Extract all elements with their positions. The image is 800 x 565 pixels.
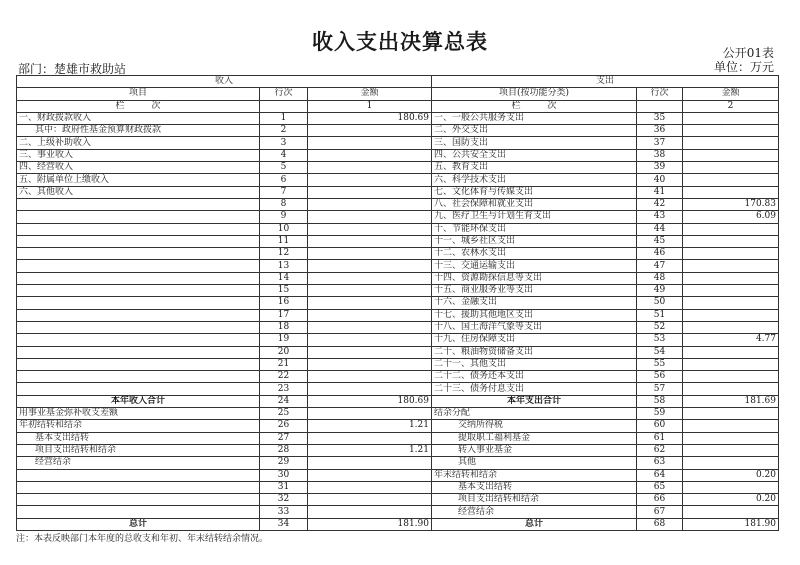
income-rowno-cell: 21 — [260, 358, 308, 370]
income-rowno-cell: 17 — [260, 309, 308, 321]
expense-amount-cell — [683, 481, 779, 493]
expense-item-cell: 交纳所得税 — [432, 420, 637, 432]
income-rowno-cell: 1 — [260, 112, 308, 124]
income-amount-cell — [308, 211, 432, 223]
income-col-index: 1 — [308, 100, 432, 112]
income-item-cell — [17, 358, 260, 370]
income-amount-cell — [308, 321, 432, 333]
expense-amount-cell — [683, 235, 779, 247]
income-rowno-cell: 25 — [260, 408, 308, 420]
expense-rowno-cell: 42 — [637, 198, 683, 210]
expense-section-header: 支出 — [432, 76, 779, 88]
table-row — [17, 198, 779, 210]
expense-rowno-cell: 62 — [637, 444, 683, 456]
income-item-cell: 年初结转和结余 — [17, 420, 260, 432]
expense-amount-cell — [683, 444, 779, 456]
expense-item-cell: 五、教育支出 — [432, 162, 637, 174]
income-rowno-cell: 9 — [260, 211, 308, 223]
income-amount-cell — [308, 481, 432, 493]
income-item-cell: 用事业基金弥补收支差额 — [17, 408, 260, 420]
expense-item-cell: 十三、交通运输支出 — [432, 260, 637, 272]
income-rowno-cell: 20 — [260, 346, 308, 358]
table-row — [17, 211, 779, 223]
expense-item-cell: 转入事业基金 — [432, 444, 637, 456]
expense-item-cell: 四、公共安全支出 — [432, 149, 637, 161]
expense-item-cell: 年末结转和结余 — [432, 469, 637, 481]
expense-amount-cell — [683, 162, 779, 174]
table-row — [17, 395, 779, 407]
expense-item-cell: 一、一般公共服务支出 — [432, 112, 637, 124]
expense-item-cell: 二、外交支出 — [432, 125, 637, 137]
expense-item-cell: 二十、粮油物资储备支出 — [432, 346, 637, 358]
income-item-cell — [17, 211, 260, 223]
expense-amount-cell — [683, 223, 779, 235]
income-item-cell — [17, 198, 260, 210]
income-rowno-cell: 22 — [260, 371, 308, 383]
income-amount-cell: 1.21 — [308, 444, 432, 456]
income-item-cell: 五、附属单位上缴收入 — [17, 174, 260, 186]
table-row — [17, 223, 779, 235]
table-row — [17, 371, 779, 383]
income-item-cell — [17, 235, 260, 247]
expense-amount-cell: 0.20 — [683, 469, 779, 481]
income-amount-cell — [308, 297, 432, 309]
expense-amount-cell — [683, 346, 779, 358]
expense-item-cell: 基本支出结转 — [432, 481, 637, 493]
expense-rowno-cell: 51 — [637, 309, 683, 321]
unit-label: 单位：万元 — [713, 60, 774, 74]
income-item-cell: 本年收入合计 — [17, 395, 260, 407]
expense-amount-cell — [683, 297, 779, 309]
table-row — [17, 235, 779, 247]
income-amount-cell — [308, 272, 432, 284]
income-item-cell — [17, 383, 260, 395]
income-item-cell — [17, 494, 260, 506]
income-amount-cell — [308, 432, 432, 444]
income-item-cell: 基本支出结转 — [17, 432, 260, 444]
income-rowno-cell: 24 — [260, 395, 308, 407]
expense-amount-cell — [683, 432, 779, 444]
expense-rowno-cell: 58 — [637, 395, 683, 407]
expense-item-cell: 十八、国土海洋气象等支出 — [432, 321, 637, 333]
table-row — [17, 285, 779, 297]
income-item-cell — [17, 260, 260, 272]
expense-col-label: 栏 次 — [432, 100, 637, 112]
expense-item-cell: 十二、农林水支出 — [432, 248, 637, 260]
income-rowno-cell: 13 — [260, 260, 308, 272]
expense-rowno-cell: 41 — [637, 186, 683, 198]
expense-item-cell: 本年支出合计 — [432, 395, 637, 407]
expense-item-cell: 结余分配 — [432, 408, 637, 420]
table-row — [17, 444, 779, 456]
table-row — [17, 149, 779, 161]
income-item-cell — [17, 248, 260, 260]
income-item-cell — [17, 309, 260, 321]
income-item-cell — [17, 371, 260, 383]
income-rowno-cell: 7 — [260, 186, 308, 198]
table-row — [17, 432, 779, 444]
expense-rowno-cell: 55 — [637, 358, 683, 370]
expense-rowno-cell: 37 — [637, 137, 683, 149]
table-row — [17, 346, 779, 358]
income-item-cell — [17, 223, 260, 235]
expense-item-cell: 十一、城乡社区支出 — [432, 235, 637, 247]
expense-rowno-cell: 46 — [637, 248, 683, 260]
income-amount-cell: 180.69 — [308, 395, 432, 407]
expense-rowno-cell: 48 — [637, 272, 683, 284]
income-item-cell — [17, 506, 260, 518]
table-row — [17, 408, 779, 420]
expense-amount-cell — [683, 506, 779, 518]
income-item-cell: 其中：政府性基金预算财政拨款 — [17, 125, 260, 137]
income-rowno-cell: 10 — [260, 223, 308, 235]
income-amount-cell — [308, 383, 432, 395]
table-row — [17, 162, 779, 174]
income-rowno-cell: 14 — [260, 272, 308, 284]
expense-rowno-cell: 68 — [637, 518, 683, 530]
income-item-cell — [17, 272, 260, 284]
income-item-cell — [17, 321, 260, 333]
income-rowno-cell: 16 — [260, 297, 308, 309]
income-rowno-cell: 30 — [260, 469, 308, 481]
expense-amount-cell — [683, 358, 779, 370]
expense-amount-header: 金额 — [683, 88, 779, 100]
expense-item-cell: 十九、住房保障支出 — [432, 334, 637, 346]
expense-rowno-cell: 60 — [637, 420, 683, 432]
header-row-columns — [17, 88, 779, 100]
income-section-header: 收入 — [17, 76, 432, 88]
table-row — [17, 334, 779, 346]
expense-item-cell: 二十一、其他支出 — [432, 358, 637, 370]
expense-amount-cell — [683, 125, 779, 137]
income-rowno-cell: 29 — [260, 457, 308, 469]
expense-rowno-cell: 54 — [637, 346, 683, 358]
income-rowno-cell: 18 — [260, 321, 308, 333]
income-amount-cell — [308, 506, 432, 518]
expense-item-cell: 项目支出结转和结余 — [432, 494, 637, 506]
table-row — [17, 309, 779, 321]
income-item-cell: 一、财政拨款收入 — [17, 112, 260, 124]
table-row — [17, 420, 779, 432]
form-number: 公开01表 — [722, 46, 774, 60]
table-row — [17, 481, 779, 493]
expense-amount-cell — [683, 260, 779, 272]
expense-item-cell: 经营结余 — [432, 506, 637, 518]
income-rowno-cell: 2 — [260, 125, 308, 137]
expense-rowno-cell: 38 — [637, 149, 683, 161]
expense-item-cell: 九、医疗卫生与计划生育支出 — [432, 211, 637, 223]
expense-item-cell: 六、科学技术支出 — [432, 174, 637, 186]
expense-amount-cell — [683, 321, 779, 333]
table-row — [17, 321, 779, 333]
income-rowno-cell: 5 — [260, 162, 308, 174]
income-amount-cell — [308, 309, 432, 321]
expense-amount-cell — [683, 420, 779, 432]
income-rowno-cell: 27 — [260, 432, 308, 444]
income-item-cell — [17, 481, 260, 493]
income-amount-cell: 180.69 — [308, 112, 432, 124]
expense-item-cell: 总计 — [432, 518, 637, 530]
income-rowno-cell: 33 — [260, 506, 308, 518]
income-item-cell: 四、经营收入 — [17, 162, 260, 174]
expense-amount-cell: 4.77 — [683, 334, 779, 346]
income-amount-cell — [308, 346, 432, 358]
table-row — [17, 457, 779, 469]
expense-amount-cell — [683, 408, 779, 420]
income-amount-cell — [308, 457, 432, 469]
table-row — [17, 494, 779, 506]
expense-amount-cell — [683, 457, 779, 469]
income-amount-cell — [308, 248, 432, 260]
expense-rowno-cell: 52 — [637, 321, 683, 333]
income-amount-cell — [308, 469, 432, 481]
expense-rowno-cell: 67 — [637, 506, 683, 518]
table-row — [17, 248, 779, 260]
income-item-cell — [17, 334, 260, 346]
table-row — [17, 506, 779, 518]
income-item-cell — [17, 469, 260, 481]
expense-rowno-cell: 63 — [637, 457, 683, 469]
expense-amount-cell — [683, 149, 779, 161]
income-amount-cell — [308, 149, 432, 161]
income-amount-cell — [308, 371, 432, 383]
expense-rowno-cell: 45 — [637, 235, 683, 247]
table-row — [17, 518, 779, 530]
income-rowno-cell: 32 — [260, 494, 308, 506]
income-rowno-cell: 28 — [260, 444, 308, 456]
income-item-cell — [17, 285, 260, 297]
expense-item-cell: 十、节能环保支出 — [432, 223, 637, 235]
income-col-label: 栏 次 — [17, 100, 260, 112]
table-row — [17, 125, 779, 137]
income-rowno-cell: 11 — [260, 235, 308, 247]
expense-col-index: 2 — [683, 100, 779, 112]
expense-item-cell: 其他 — [432, 457, 637, 469]
income-item-cell: 总计 — [17, 518, 260, 530]
income-rowno-cell: 6 — [260, 174, 308, 186]
income-rowno-cell: 4 — [260, 149, 308, 161]
expense-rowno-cell: 43 — [637, 211, 683, 223]
income-item-cell: 三、事业收入 — [17, 149, 260, 161]
table-row — [17, 469, 779, 481]
expense-rowno-cell: 66 — [637, 494, 683, 506]
income-amount-cell — [308, 174, 432, 186]
expense-rowno-cell: 40 — [637, 174, 683, 186]
header-row-col-index — [17, 100, 779, 112]
expense-item-cell: 二十二、债务还本支出 — [432, 371, 637, 383]
income-rowno-cell: 3 — [260, 137, 308, 149]
expense-item-cell: 三、国防支出 — [432, 137, 637, 149]
expense-rowno-cell: 59 — [637, 408, 683, 420]
expense-item-cell: 八、社会保障和就业支出 — [432, 198, 637, 210]
expense-amount-cell — [683, 285, 779, 297]
expense-rowno-cell: 47 — [637, 260, 683, 272]
income-amount-cell — [308, 162, 432, 174]
expense-amount-cell: 170.83 — [683, 198, 779, 210]
expense-rowno-cell: 53 — [637, 334, 683, 346]
income-amount-cell — [308, 408, 432, 420]
expense-rowno-cell: 61 — [637, 432, 683, 444]
expense-rowno-cell: 44 — [637, 223, 683, 235]
table-row — [17, 137, 779, 149]
table-row — [17, 112, 779, 124]
income-rowno-cell: 8 — [260, 198, 308, 210]
income-amount-cell: 181.90 — [308, 518, 432, 530]
expense-rowno-cell: 49 — [637, 285, 683, 297]
income-amount-cell — [308, 260, 432, 272]
income-amount-cell — [308, 223, 432, 235]
income-rowno-cell: 34 — [260, 518, 308, 530]
expense-item-cell: 十六、金融支出 — [432, 297, 637, 309]
table-row — [17, 358, 779, 370]
expense-amount-cell — [683, 383, 779, 395]
page-title: 收入支出决算总表 — [312, 29, 488, 54]
expense-rowno-cell: 50 — [637, 297, 683, 309]
income-item-cell — [17, 297, 260, 309]
income-item-cell: 项目支出结转和结余 — [17, 444, 260, 456]
expense-amount-cell — [683, 174, 779, 186]
expense-amount-cell — [683, 112, 779, 124]
expense-amount-cell: 0.20 — [683, 494, 779, 506]
income-amount-cell — [308, 125, 432, 137]
expense-item-cell: 十四、资源勘探信息等支出 — [432, 272, 637, 284]
expense-amount-cell — [683, 186, 779, 198]
income-amount-cell — [308, 198, 432, 210]
expense-amount-cell: 6.09 — [683, 211, 779, 223]
income-amount-cell — [308, 235, 432, 247]
expense-col-blank — [637, 100, 683, 112]
expense-rowno-cell: 56 — [637, 371, 683, 383]
income-item-cell — [17, 346, 260, 358]
expense-rowno-cell: 39 — [637, 162, 683, 174]
income-rowno-cell: 26 — [260, 420, 308, 432]
income-amount-cell — [308, 137, 432, 149]
table-row — [17, 186, 779, 198]
income-col-blank — [260, 100, 308, 112]
income-rowno-cell: 19 — [260, 334, 308, 346]
income-item-cell: 经营结余 — [17, 457, 260, 469]
expense-rowno-header: 行次 — [637, 88, 683, 100]
income-rowno-cell: 31 — [260, 481, 308, 493]
expense-amount-cell — [683, 371, 779, 383]
table-row — [17, 297, 779, 309]
table-row — [17, 174, 779, 186]
expense-item-cell: 十五、商业服务业等支出 — [432, 285, 637, 297]
expense-amount-cell: 181.90 — [683, 518, 779, 530]
expense-item-header: 项目(按功能分类) — [432, 88, 637, 100]
income-amount-cell — [308, 334, 432, 346]
department-label: 部门：楚雄市救助站 — [18, 62, 127, 76]
income-item-header: 项目 — [17, 88, 260, 100]
income-expense-table — [16, 75, 779, 531]
table-row — [17, 383, 779, 395]
header-row-sections — [17, 76, 779, 88]
expense-item-cell: 七、文化体育与传媒支出 — [432, 186, 637, 198]
income-amount-cell — [308, 285, 432, 297]
expense-item-cell: 二十三、债务付息支出 — [432, 383, 637, 395]
footnote: 注：本表反映部门本年度的总收支和年初、年末结转结余情况。 — [16, 534, 269, 544]
income-amount-cell — [308, 494, 432, 506]
income-rowno-header: 行次 — [260, 88, 308, 100]
expense-amount-cell — [683, 309, 779, 321]
table-row — [17, 272, 779, 284]
income-amount-cell: 1.21 — [308, 420, 432, 432]
expense-item-cell: 提取职工福利基金 — [432, 432, 637, 444]
expense-rowno-cell: 35 — [637, 112, 683, 124]
expense-rowno-cell: 65 — [637, 481, 683, 493]
income-item-cell: 二、上级补助收入 — [17, 137, 260, 149]
expense-amount-cell — [683, 272, 779, 284]
expense-item-cell: 十七、援助其他地区支出 — [432, 309, 637, 321]
table-row — [17, 260, 779, 272]
income-rowno-cell: 12 — [260, 248, 308, 260]
income-amount-header: 金额 — [308, 88, 432, 100]
expense-rowno-cell: 57 — [637, 383, 683, 395]
income-amount-cell — [308, 358, 432, 370]
income-item-cell: 六、其他收入 — [17, 186, 260, 198]
expense-amount-cell — [683, 137, 779, 149]
expense-amount-cell — [683, 248, 779, 260]
expense-rowno-cell: 64 — [637, 469, 683, 481]
expense-rowno-cell: 36 — [637, 125, 683, 137]
income-rowno-cell: 15 — [260, 285, 308, 297]
income-amount-cell — [308, 186, 432, 198]
income-rowno-cell: 23 — [260, 383, 308, 395]
expense-amount-cell: 181.69 — [683, 395, 779, 407]
